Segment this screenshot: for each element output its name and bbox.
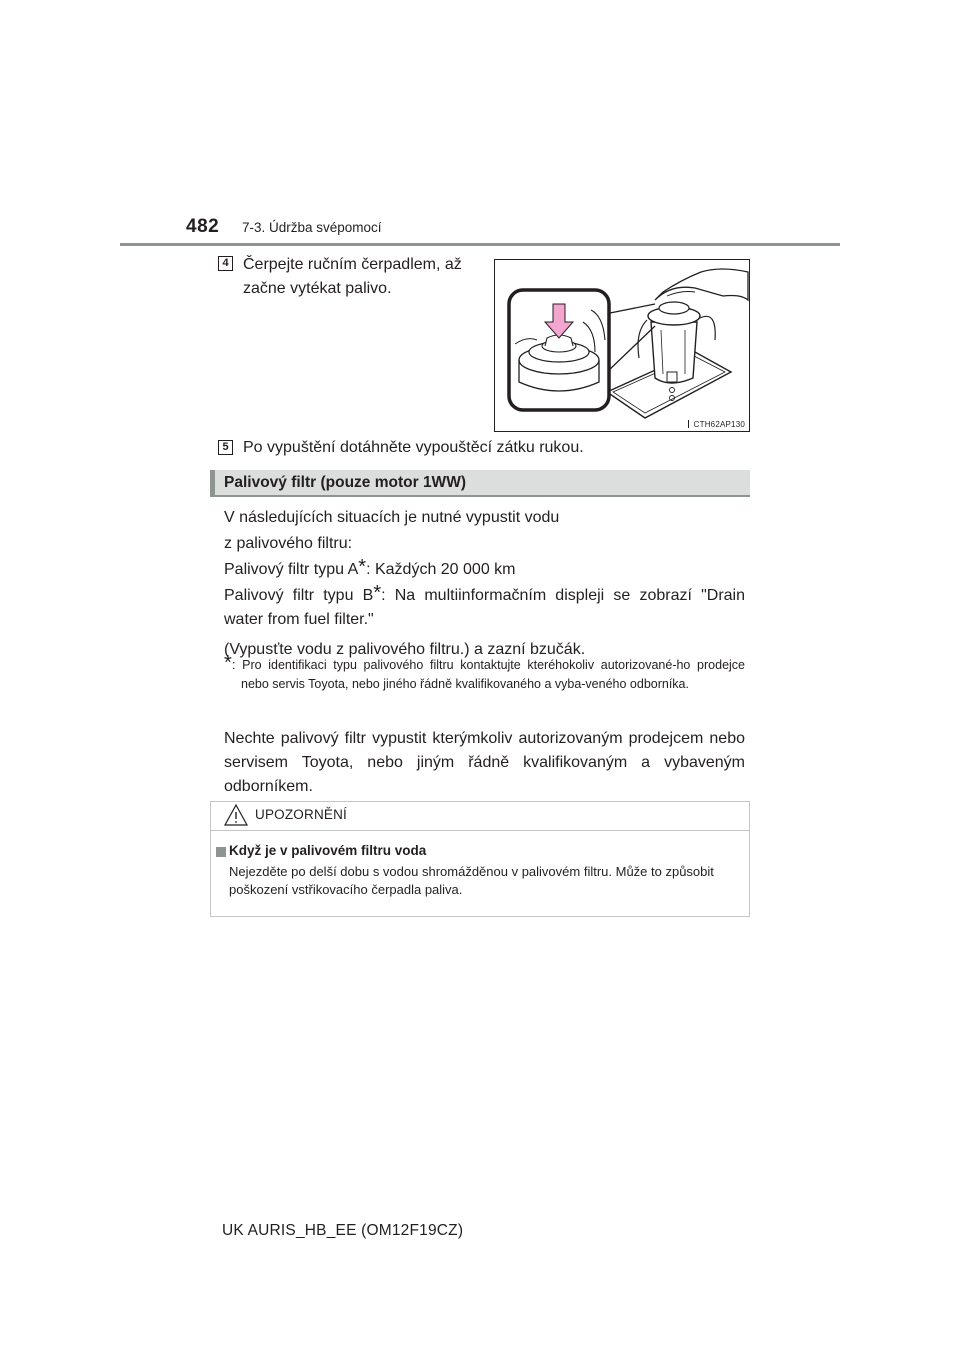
step-4-line-2: začne vytékat palivo. [243,280,392,297]
figure-code-bar [688,420,689,428]
header-rule [120,243,840,246]
fuel-filter-illustration [494,259,750,432]
type-b-line-3: (Vypusťte vodu z palivového filtru.) a zazní bzučák. [224,641,586,658]
fuel-filter-drawing [495,260,749,431]
footnote [224,652,745,694]
figure-code: CTH62AP130 [693,420,745,429]
body-content [224,506,745,662]
step-4-line-1: Čerpejte ručním čerpadlem, až [243,256,462,273]
type-b-message: : Na multiinformačním displeji se zobrazí "Drain water from fuel filter." [224,587,745,628]
closing-paragraph: Nechte palivový filtr vypustit kterýmkoliv autorizovaným prodejcem nebo servisem Toyota, nebo jiným řádně kvalifikovaným a vybaveným odborníkem. [224,730,745,795]
page-number: 482 [186,216,220,237]
type-b-paragraph [224,581,745,632]
asterisk-mark: * [373,581,382,604]
footnote-text: : Pro identifikaci typu palivového filtru kontaktujte kteréhokoliv autorizované-ho prodejce nebo servis Toyota, nebo jiného řádně kvalifikovaného a vyba-veného odborníka. [232,658,745,691]
section-heading-accent [210,470,215,497]
warning-divider [211,830,749,831]
warning-title: UPOZORNĚNÍ [255,807,348,822]
asterisk-mark: * [358,555,367,578]
step-4-text [243,253,479,301]
step-number-5: 5 [218,440,233,455]
type-a-label: Palivový filtr typu A [224,561,359,578]
section-title: 7-3. Údržba svépomocí [242,220,382,235]
warning-text: Nejezděte po delší dobu s vodou shromážděnou v palivovém filtru. Může to způsobit poškození vstřikovacího čerpadla paliva. [229,864,714,897]
step-number-4: 4 [218,256,233,271]
intro-line-2: z palivového filtru: [224,535,353,552]
section-heading: Palivový filtr (pouze motor 1WW) [224,474,466,491]
type-b-label: Palivový filtr typu B [224,587,374,604]
type-a-interval: : Každých 20 000 km [366,561,516,578]
warning-subtitle: Když je v palivovém filtru voda [229,843,427,858]
step-5-text: Po vypuštění dotáhněte vypouštěcí zátku rukou. [243,439,584,456]
warning-bullet-square [216,847,226,857]
type-a-line [224,555,745,582]
footer-code: UK AURIS_HB_EE (OM12F19CZ) [222,1222,464,1239]
footnote-asterisk: * [224,652,232,674]
intro-line-1: V následujících situacích je nutné vypustit vodu [224,509,560,526]
warning-triangle-icon [223,803,249,827]
